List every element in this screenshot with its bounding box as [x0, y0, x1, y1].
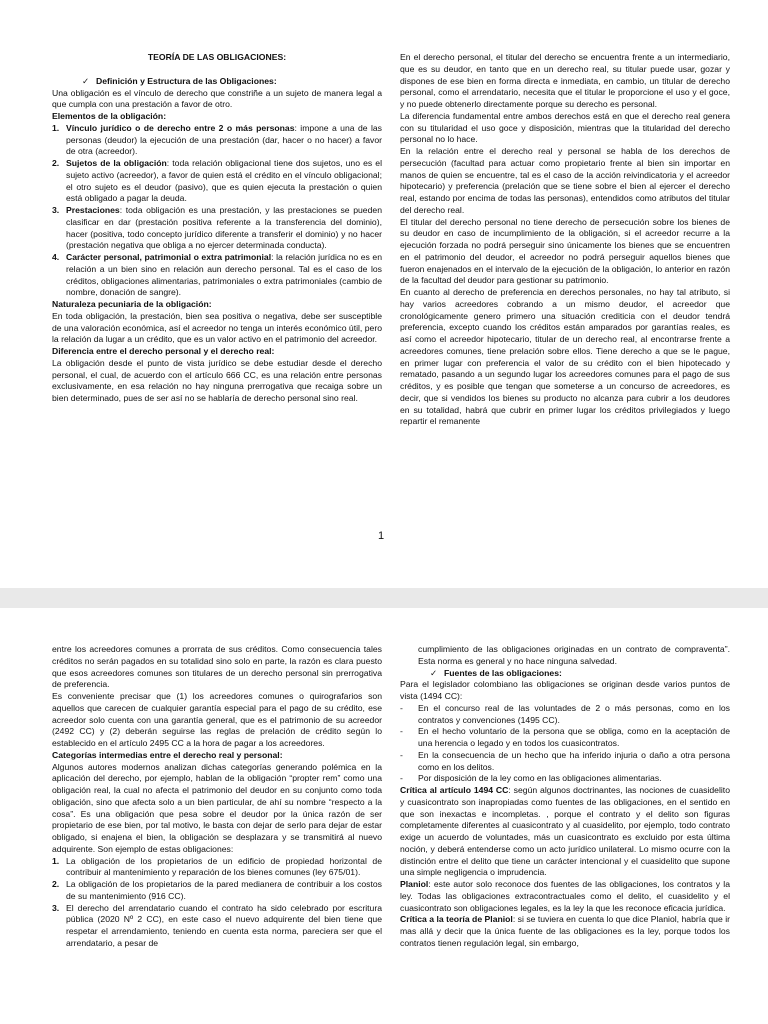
paragraph: El titular del derecho personal no tiene derecho de persecución sobre los bienes de su deudor en caso de incumplimiento de la obligación, si el acreedor recurre a la ejecución forzada no podrá perseguir sino únicamente los bienes que se encuentren en el patrimonio del deudor, el acreedor no podrá perseguir aquellos bienes que fueron enajenados en el intervalo de la ejecución de la obligación, lo anterior en razón de la facultad del deudor para gestionar su patrimonio.: [400, 216, 730, 286]
list-item: [52, 879, 382, 903]
list-item-text: En el concurso real de las voluntades de 2 o más personas, como en los contratos y convenciones (1495 CC).: [418, 702, 730, 725]
paragraph: Para el legislador colombiano las obligaciones se originan desde varios puntos de vista (1494 CC):: [400, 679, 730, 701]
list-number: 3.: [52, 902, 60, 913]
list-number: 1.: [52, 855, 60, 866]
pecuniaria-paragraph: En toda obligación, la prestación, bien sea positiva o negativa, debe ser susceptible de una valoración económica, así el acreedor no tenga un interés económico útil, pero la relación da lugar a un crédito, que es un valor activo en el patrimonio del acreedor.: [52, 310, 382, 345]
critica-1494-paragraph: [400, 785, 730, 879]
list-item-lead: Carácter personal, patrimonial o extra patrimonial: [66, 252, 272, 262]
list-item-text: : toda relación obligacional tiene dos sujetos, uno es el sujeto activo (acreedor), a favor de quien está el crédito en el vínculo obligacional; el otro sujeto es el deudor (pasivo), que es quien ejecuta la prestación o quien está obligado a pagar la deuda.: [66, 158, 382, 204]
critica-planiol-paragraph: [400, 914, 730, 949]
list-dash: -: [400, 749, 403, 760]
list-item: [52, 252, 382, 299]
list-item-text: : toda obligación es una prestación, y las prestaciones se pueden clasificar en dar (prestación positiva referente a la transferencia del dominio), hacer (positiva, todo concepto jurídico diferente a transferir el dominio) y no hacer (prestación negativa que obliga a no ejercer determinada conducta).: [66, 205, 382, 251]
list-item-text: : la relación jurídica no es en relación a un bien sino en relación aun derecho personal. Tal es el caso de los créditos, obligaciones alimentarias, patrimoniales o extra patrimoniales (cambio de nombre, donación de sangre).: [66, 252, 383, 298]
list-item: [52, 205, 382, 252]
list-dash: -: [400, 726, 403, 737]
list-item-text: : impone a una de las personas (deudor) la ejecución de una prestación (dar, hacer o no hacer) a favor de otra (acreedor).: [66, 122, 382, 157]
list-item-lead: Sujetos de la obligación: [66, 158, 167, 168]
list-item: [52, 903, 382, 950]
paragraph: cumplimiento de las obligaciones originadas en un contrato de compraventa”. Esta norma es general y no hace ninguna salvedad.: [418, 644, 730, 666]
section-heading-definicion: [52, 76, 382, 88]
paragraph: En el derecho personal, el titular del derecho se encuentra frente a un intermediario, que es su deudor, en tanto que en un derecho real, su titular puede usar, gozar y dispones de ese bien en forma directa e inmediata, en cambio, un titular de derecho personal, como el arrendatario, necesita que el titular le proporcione el uso y el goce, y no puede obtenerlo directamente porque su derecho es personal.: [400, 52, 730, 109]
list-item-text: En el hecho voluntario de la persona que se obliga, como en la aceptación de una herencia o legado y en todos los cuasicontratos.: [418, 726, 730, 748]
definition-paragraph: Una obligación es el vínculo de derecho que constriñe a un sujeto de manera legal a que cumpla con una prestación a favor de otro.: [52, 87, 382, 110]
list-dash: -: [400, 773, 403, 784]
page1-left-column: [52, 52, 382, 405]
section-heading-definicion-label: Definición y Estructura de las Obligaciones:: [96, 75, 277, 86]
critica-planiol-lead: Crítica a la teoría de Planiol: [400, 914, 513, 925]
planiol-lead: Planiol: [400, 879, 429, 889]
page-number: 1: [378, 530, 385, 542]
diferencia-heading: Diferencia entre el derecho personal y el derecho real:: [52, 346, 275, 356]
critica-planiol-text: : si se tuviera en cuenta lo que dice Planiol, habría que ir mas allá y decir que la única fuente de las obligaciones es la ley, porque todos los contratos tienen regulación legal, sin embargo,: [400, 914, 730, 948]
document-page-2: [0, 608, 768, 1024]
list-number: 4.: [52, 252, 60, 262]
list-number: 1.: [52, 122, 60, 133]
list-item-lead: Prestaciones: [66, 205, 120, 215]
checkmark-icon: ✓: [430, 667, 438, 678]
list-dash: -: [400, 702, 403, 713]
list-number: 2.: [52, 879, 60, 889]
list-item: [400, 750, 730, 774]
paragraph: Es conveniente precisar que (1) los acreedores comunes o quirografarios son aquellos que carecen de cualquier garantía especial para el pago de su crédito, ese acreedor solo cuenta con una garantía general, que es el patrimonio de su acreedor (2492 CC) y (2) deberán seguirse las reglas de prelación de crédito según lo establecido en el artículo 2495 CC a la hora de pagar a los acreedores.: [52, 691, 382, 748]
checkmark-icon: ✓: [82, 75, 90, 86]
page2-right-column: [400, 644, 730, 950]
paragraph: La diferencia fundamental entre ambos derechos está en que el derecho real genera con su titularidad el uso goce y disposición, mientras que la titularidad del derecho personal no lo hace.: [400, 110, 730, 145]
list-item-text: El derecho del arrendatario cuando el contrato ha sido celebrado por escritura pública (2020 Nº 2 CC), en este caso el nuevo adquirente del bien tiene que respetar el arrendamiento, teniendo en cuenta esta norma, pareciera ser que el arrendatario, a pesar de: [66, 902, 382, 948]
section-heading-fuentes: [400, 668, 730, 680]
paragraph: En cuanto al derecho de preferencia en derechos personales, no hay tal atributo, si hay varios acreedores cobrando a un mismo deudor, el acreedor que cronológicamente genero primero una situación crediticia con el deudor tendrá preferencia, excepto cuando los créditos están amparados por garantías reales, es así como el acreedor hipotecario, titular de un derecho real, al encontrarse frente a acreedores comunes, tiene prelación sobre ellos. Tiene derecho a que se le pague, en primer lugar con preferencia el valor de su crédito con el bien hipotecado y rematado, pasando a un segundo lugar los acreedores comunes para el pago de sus créditos, y es posible que tengan que someterse a un concurso de acreedores, es decir, que si vendidos los bienes su producto no alcanza para cubrir a los deudores en su totalidad, habrá que cubrir en primer lugar los créditos privilegiados y luego repartir el remanente: [400, 287, 730, 427]
document-title: TEORÍA DE LAS OBLIGACIONES:: [147, 52, 287, 62]
list-item-text: La obligación de los propietarios de un edificio de propiedad horizontal de contribuir al mantenimiento y reparación de los bienes comunes (ley 675/01).: [66, 855, 382, 878]
elements-heading: Elementos de la obligación:: [52, 111, 167, 121]
critica-1494-text: : según algunos doctrinantes, las nociones de cuasidelito y cuasicontrato son inapropiadas como fuentes de las obligaciones, en el sentido en que son inexactas e incompletas. , porque el contrato y el delito son figuras completamente diferentes al cuasicontrato y al cuasidelito, por ejemplo, todo contrato exige un acuerdo de voluntades, más un cuasicontrato es excluido por esta última noción, y deberá entenderse como un acto jurídico unilateral. Lo mismo ocurre con la distinción entre el delito que tiene un carácter intencional y el cuasidelito que supone una simple negligencia o imprudencia.: [400, 785, 730, 878]
list-item-lead: Vínculo jurídico o de derecho entre 2 o más personas: [66, 122, 295, 133]
list-item: [52, 158, 382, 205]
page1-right-column: [400, 52, 730, 428]
list-item: [400, 726, 730, 750]
list-item-text: La obligación de los propietarios de la pared medianera de contribuir a los costos de su mantenimiento (916 CC).: [66, 879, 382, 901]
paragraph: entre los acreedores comunes a prorrata de sus créditos. Como consecuencia tales créditos no serán pagados en su totalidad sino solo en parte, la razón es clara puesto que esos acreedores comunes son titulares de un derecho personal sin prerrogativa de preferencia.: [52, 644, 382, 690]
list-item: [52, 856, 382, 880]
diferencia-paragraph: La obligación desde el punto de vista jurídico se debe estudiar desde el derecho personal, el cual, de acuerdo con el artículo 666 CC, es una relación entre personas exclusivamente, en esa relación no hay ninguna prerrogativa que recaiga sobre un bien determinado, pues de ser así no se hablaría de derecho personal sino real.: [52, 357, 382, 403]
list-item-text: En la consecuencia de un hecho que ha inferido injuria o daño a otra persona como en los delitos.: [418, 749, 730, 772]
categorias-heading: Categorías intermedias entre el derecho real y personal:: [52, 749, 283, 760]
paragraph: Algunos autores modernos analizan dichas categorías generando polémica en la aplicación del derecho, por ejemplo, hablan de la obligación “propter rem” como una obligación real, la cual no afecta el patrimonio del deudor en su conjunto como toda obligación, sino que afecta solo a un bien particular, de ahí su nombre “respecto a la cosa”. Es una obligación que pesa sobre el deudor por la única razón de ser propietario de ese bien, por tal motivo, le basta con dejar de serlo para dejar de estar obligado, si enajena el bien, la obligación se desplazara y se transmitirá al nuevo adquirente. Son ejemplo de estas obligaciones:: [52, 761, 382, 854]
critica-1494-lead: Crítica al artículo 1494 CC: [400, 785, 509, 795]
planiol-paragraph: [400, 879, 730, 914]
list-item: [400, 773, 730, 785]
section-heading-fuentes-label: Fuentes de las obligaciones:: [444, 667, 562, 678]
paragraph: En la relación entre el derecho real y personal se habla de los derechos de persecución (facultad para actuar como propietario frente al bien sin importar en manos de quien se encuentre, tal es el caso de la acción reivindicatoria y el acreedor hipotecario) y preferencia (prelación que se tiene sobre el bien al ejercer el derecho real, estando por encima de todas las personas), entendidos como atributos del titular del derecho real.: [400, 146, 730, 215]
list-number: 3.: [52, 205, 60, 215]
list-number: 2.: [52, 158, 60, 168]
list-item: [52, 123, 382, 158]
list-item-text: Por disposición de la ley como en las obligaciones alimentarias.: [418, 773, 662, 784]
list-item: [400, 703, 730, 727]
pecuniaria-heading: Naturaleza pecuniaria de la obligación:: [52, 299, 212, 309]
page2-left-column: [52, 644, 382, 950]
planiol-text: : este autor solo reconoce dos fuentes de las obligaciones, los contratos y la ley. Todas las obligaciones extracontractuales como el delito, el cuasidelito y el cuasicontrato son obligaciones legales, es la ley la que les reconoce eficacia jurídica.: [400, 879, 730, 913]
